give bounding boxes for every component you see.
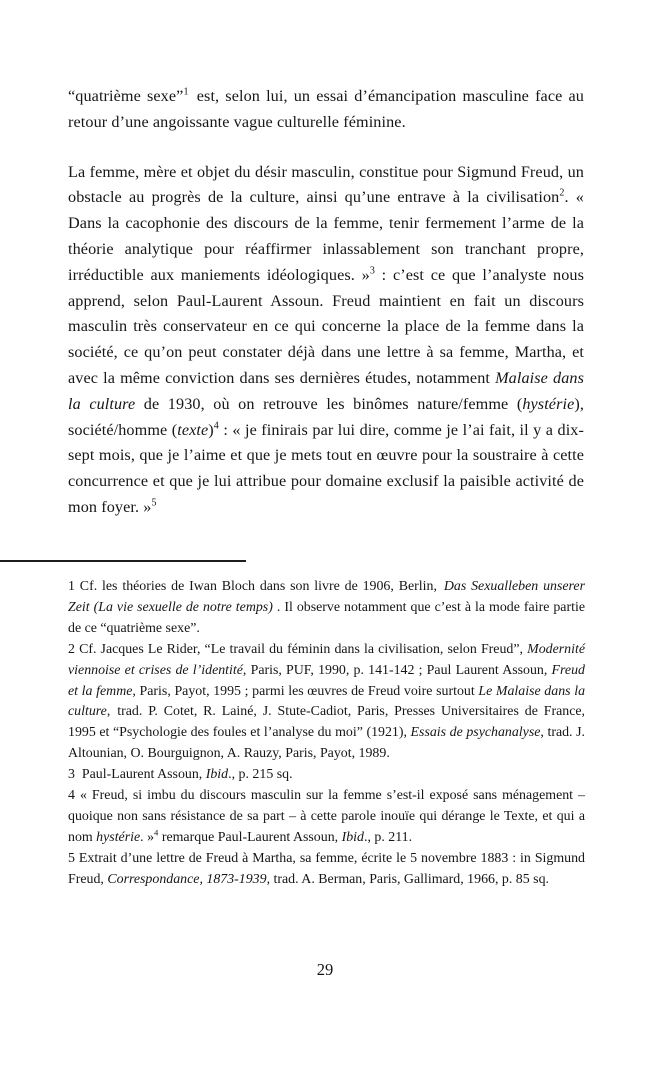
footnote-item: 1 Cf. les théories de Iwan Bloch dans son livre de 1906, Berlin, Das Sexualleben unserer Zeit (La vie sexuelle de notre temps) . Il observe notamment que c’est à la mode faire partie de ce “quatrième sexe”.: [68, 579, 585, 636]
footnote-item: 4 « Freud, si imbu du discours masculin sur la femme s’est-il exposé sans ménagement – quoique non sans résistance de sa part – à cette parole inouïe qui dérange le Texte, et qui a nom hystérie. »$^4$ remarque Paul-Laurent Assoun, Ibid., p. 211.: [68, 788, 585, 845]
footnotes-section: [68, 577, 585, 891]
body-paragraph: La femme, mère et objet du désir masculin, constitue pour Sigmund Freud, un obstacle au progrès de la culture, ainsi qu’une entrave à la civilisation$^2$. « Dans la cacophonie des discours de la femme, tenir fermement l’arme de la théorie analytique pour réaffirmer inlassablement son tranchant propre, irréductible aux maniements idéologiques. »$^3$ : c’est ce que l’analyste nous apprend, selon Paul-Laurent Assoun. Freud maintient en fait un discours masculin très conservateur en ce qui concerne la place de la femme dans la société, ce qu’on peut constater déjà dans une lettre à sa femme, Martha, et avec la même conviction dans ses dernières études, notamment Malaise dans la culture de 1930, où on retrouve les binômes nature/femme (hystérie), société/homme (texte)$^4$ : « je finirais par lui dire, comme je l’ai fait, il y a dix-sept mois, que je l’aime et que je mets tout en œuvre pour la soustraire à cette concurrence et que je lui attribue pour domaine exclusif la paisible activité de mon foyer. »$^5$: [68, 162, 585, 516]
body-paragraph: “quatrième sexe”$^1$ est, selon lui, un essai d’émancipation masculine face au retour d’une angoissante vague culturelle féminine.: [68, 86, 584, 131]
footnote-item: 5 Extrait d’une lettre de Freud à Martha, sa femme, écrite le 5 novembre 1883 : in Sigmund Freud, Correspondance, 1873-1939, trad. A. Berman, Paris, Gallimard, 1966, p. 85 sq.: [68, 850, 585, 887]
footnote-item: 2 Cf. Jacques Le Rider, “Le travail du féminin dans la civilisation, selon Freud”, Modernité viennoise et crises de l’identité, Paris, PUF, 1990, p. 141-142 ; Paul Laurent Assoun, Freud et la femme, Paris, Payot, 1995 ; parmi les œuvres de Freud voire surtout Le Malaise dans la culture, trad. P. Cotet, R. Lainé, J. Stute-Cadiot, Paris, Presses Universitaires de France, 1995 et “Psychologie des foules et l’analyse du moi” (1921), Essais de psychanalyse, trad. J. Altounian, O. Bourguignon, A. Rauzy, Paris, Payot, 1989.: [68, 641, 586, 762]
page-number: 29: [316, 960, 334, 979]
footnote-separator-rule: [0, 560, 246, 562]
footnote-item: 3 Paul-Laurent Assoun, Ibid., p. 215 sq.: [68, 767, 293, 783]
body-text: [68, 84, 584, 521]
